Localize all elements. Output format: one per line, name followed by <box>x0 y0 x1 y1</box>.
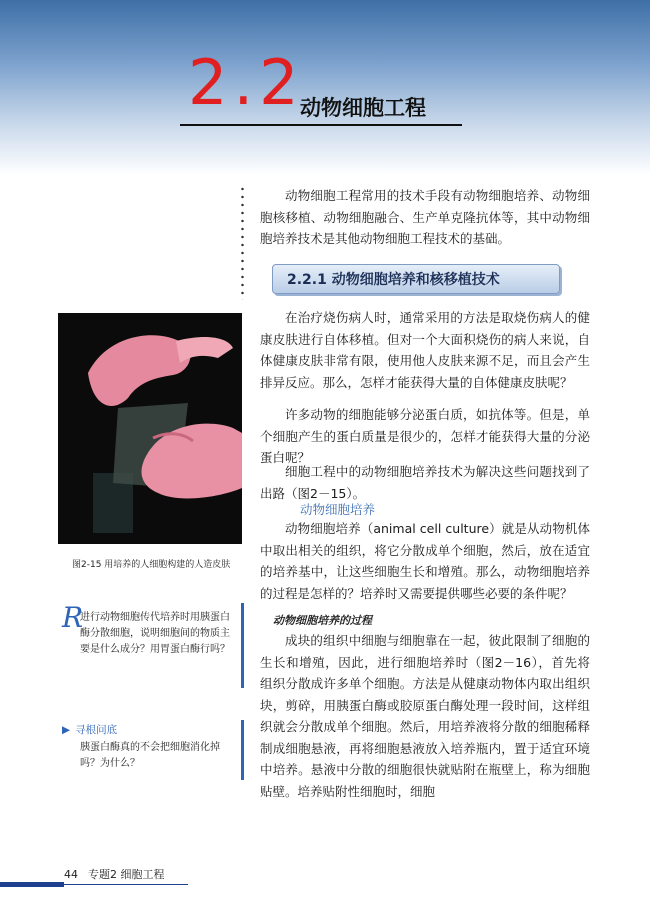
page-number: 44 <box>64 868 78 881</box>
sidebox-question-text: 进行动物细胞传代培养时用胰蛋白酶分散细胞，说明细胞间的物质主要是什么成分？用胃蛋白酶行吗？ <box>80 612 230 655</box>
dotted-divider <box>241 185 244 300</box>
intro-paragraph: 动物细胞工程常用的技术手段有动物细胞培养、动物细胞核移植、动物细胞融合、生产单克隆抗体等，其中动物细胞培养技术是其他动物细胞工程技术的基础。 <box>260 188 590 246</box>
body-paragraph-2: 许多动物的细胞能够分泌蛋白质，如抗体等。但是，单个细胞产生的蛋白质量是很少的，怎样才能获得大量的分泌蛋白呢？ <box>260 407 590 465</box>
body-paragraph-5: 成块的组织中细胞与细胞靠在一起，彼此限制了细胞的生长和增殖，因此，进行细胞培养时（图2－16），首先将组织分散成许多单个细胞。方法是从健康动物体内取出组织块，剪碎，用胰蛋白酶或胶原蛋白酶处理一段时间，这样组织就会分散成单个细胞。然后，用培养液将分散的细胞稀释制成细胞悬液，再将细胞悬液放入培养瓶内，置于适宜环境中培养。悬液中分散的细胞很快就贴附在瓶壁上，称为细胞贴壁。培养贴附性细胞时，细胞 <box>260 633 590 799</box>
subsection-title: 2.2.1 动物细胞培养和核移植技术 <box>287 272 500 288</box>
sidebox-initial: R <box>62 601 84 634</box>
figure-caption: 图2-15 用培养的人细胞构建的人造皮肤 <box>72 560 231 570</box>
sidebox-inquiry-title: 寻根问底 <box>75 724 118 736</box>
subheading-cell-culture: 动物细胞培养 <box>300 502 376 517</box>
footer-rule <box>64 884 188 885</box>
header-band <box>0 0 650 175</box>
sidebox-inquiry-heading <box>62 722 117 737</box>
figure-photo-artificial-skin <box>58 313 242 544</box>
body-paragraph-3: 细胞工程中的动物细胞培养技术为解决这些问题找到了出路（图2－15）。 <box>260 464 590 501</box>
subheading-culture-process: 动物细胞培养的过程 <box>273 614 372 627</box>
footer-bar <box>0 882 64 887</box>
gloved-hands-illustration <box>58 313 242 544</box>
footer-topic: 专题2 细胞工程 <box>88 868 165 881</box>
subsection-heading-box <box>272 264 560 294</box>
body-paragraph-4: 动物细胞培养（animal cell culture）就是从动物机体中取出相关的组织，将它分散成单个细胞，然后，放在适宜的培养基中，让这些细胞生长和增殖。那么，动物细胞培养的过程是怎样的？培养时又需要提供哪些必要的条件呢？ <box>260 521 590 601</box>
title-underline <box>180 124 462 126</box>
triangle-right-icon: ▶ <box>62 724 71 736</box>
sidebox-inquiry-text: 胰蛋白酶真的不会把细胞消化掉吗？为什么？ <box>80 742 220 769</box>
body-paragraph-1: 在治疗烧伤病人时，通常采用的方法是取烧伤病人的健康皮肤进行自体移植。但对一个大面积烧伤的病人来说，自体健康皮肤非常有限，使用他人皮肤来源不足，而且会产生排异反应。那么，怎样才能获得大量的自体健康皮肤呢？ <box>260 310 590 390</box>
page-footer <box>64 866 165 882</box>
section-number: 2.2 <box>188 46 305 119</box>
section-title: 动物细胞工程 <box>300 96 426 120</box>
